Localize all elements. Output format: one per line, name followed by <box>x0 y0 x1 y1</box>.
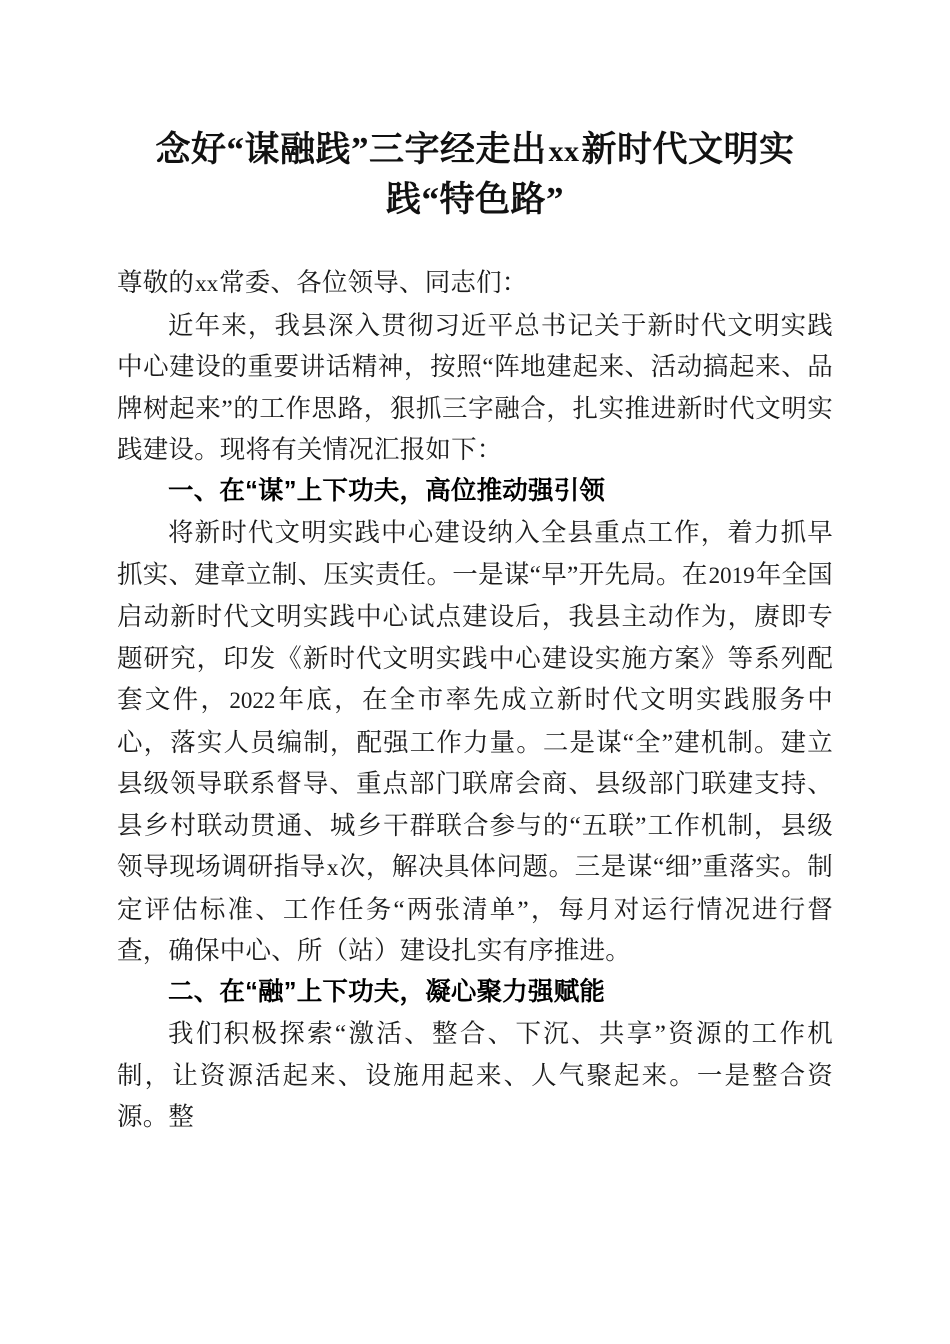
latin-run: 2022 <box>229 688 276 713</box>
latin-run: xx <box>195 271 219 296</box>
page-title-line-2: 践“特色路” <box>385 180 564 219</box>
document-body <box>117 262 833 1138</box>
intro-paragraph: 近年来，我县深入贯彻习近平总书记关于新时代文明实践中心建设的重要讲话精神，按照“阵地建起来、活动搞起来、品牌树起来”的工作思路，狠抓三字融合，扎实推进新时代文明实践建设。现将有关情况汇报如下： <box>117 310 833 464</box>
section-1-body: 将新时代文明实践中心建设纳入全县重点工作，着力抓早抓实、建章立制、压实责任。一是谋“早”开先局。在2019年全国启动新时代文明实践中心试点建设后，我县主动作为，赓即专题研究，印发《新时代文明实践中心建设实施方案》等系列配套文件，2022年底，在全市率先成立新时代文明实践服务中心，落实人员编制，配强工作力量。二是谋“全”建机制。建立县级领导联系督导、重点部门联席会商、县级部门联建支持、县乡村联动贯通、城乡干群联合参与的“五联”工作机制，县级领导现场调研指导x次，解决具体问题。三是谋“细”重落实。制定评估标准、工作任务“两张清单”，每月对运行情况进行督查，确保中心、所（站）建设扎实有序推进。 <box>117 518 834 965</box>
latin-run: 2019 <box>708 562 755 588</box>
page-title <box>117 0 833 224</box>
page-title-line-1: 念好“谋融践”三字经走出xx新时代文明实 <box>155 130 795 169</box>
latin-run: xx <box>548 135 580 168</box>
salutation-line: 尊敬的xx常委、各位领导、同志们： <box>117 268 528 297</box>
section-heading-2: 二、在“融”上下功夫，凝心聚力强赋能 <box>168 977 606 1006</box>
section-2-body: 我们积极探索“激活、整合、下沉、共享”资源的工作机制，让资源活起来、设施用起来、人气聚起来。一是整合资源。整 <box>117 1019 833 1131</box>
page-content <box>117 0 833 1138</box>
section-heading-1: 一、在“谋”上下功夫，高位推动强引领 <box>168 476 606 505</box>
latin-run: x <box>326 855 339 880</box>
